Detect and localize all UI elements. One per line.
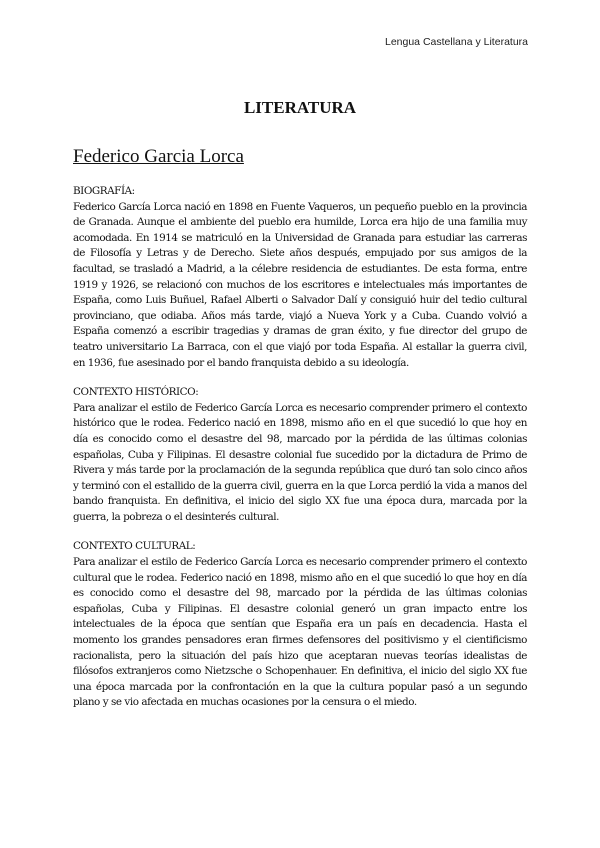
document-body [73, 184, 527, 725]
page-title: LITERATURA [243, 98, 357, 117]
author-heading: Federico Garcia Lorca [73, 146, 244, 167]
section-heading: CONTEXTO CULTURAL: [73, 540, 196, 553]
section-biografia [73, 184, 527, 371]
section-contexto-historico [73, 385, 527, 525]
section-heading: CONTEXTO HISTÓRICO: [73, 386, 199, 399]
section-heading: BIOGRAFÍA: [73, 185, 135, 197]
section-paragraph: Federico García Lorca nació en 1898 en Fuente Vaqueros, un pequeño pueblo en la provincia de Granada. Aunque el ambiente del pueblo era humilde, Lorca era hijo de una familia muy acomodada. En 1914 se matriculó en la Universidad de Granada para estudiar las carreras de Filosofía y Letras y de Derecho. Siete años después, empujado por sus amigos de la facultad, se trasladó a Madrid, a la célebre residencia de estudiantes. De esta forma, entre 1919 y 1926, se relacionó con muchos de los escritores e intelectuales más importantes de España, como Luis Buñuel, Rafael Alberti o Salvador Dalí y consiguió huir del tedio cultural provinciano, que odiaba. Años más tarde, viajó a Nueva York y a Cuba. Cuando volvió a España comenzó a escribir tragedias y dramas de gran éxito, y fue director del grupo de teatro universitario La Barraca, con el que viajó por toda España. Al estallar la guerra civil, en 1936, fue asesinado por el bando franquista debido a su ideología. [73, 200, 527, 369]
running-header: Lengua Castellana y Literatura [384, 36, 528, 48]
section-paragraph: Para analizar el estilo de Federico García Lorca es necesario comprender primero el contexto histórico que le rodea. Federico nació en 1898, mismo año en el que sucedió lo que hoy en día es conocido como el desastre del 98, marcado por la pérdida de las últimas colonias españolas, Cuba y Filipinas. El desastre colonial fue sucedido por la dictadura de Primo de Rivera y más tarde por la proclamación de la segunda república que duró tan solo cinco años y terminó con el estallido de la guerra civil, guerra en la que Lorca perdió la vida a manos del bando franquista. En definitiva, el inicio del siglo XX fue una época dura, marcada por la guerra, la pobreza o el desinterés cultural. [73, 401, 527, 523]
section-contexto-cultural [73, 539, 527, 711]
section-paragraph: Para analizar el estilo de Federico García Lorca es necesario comprender primero el contexto cultural que le rodea. Federico nació en 1898, mismo año en el que sucedió lo que hoy en día es conocido como el desastre del 98, marcado por la pérdida de las últimas colonias españolas, Cuba y Filipinas. El desastre colonial generó un gran impacto entre los intelectuales de la época que sentían que España era un país en decadencia. Hasta el momento los grandes pensadores eran firmes defensores del positivismo y el cientificismo racionalista, pero la situación del país hizo que aceptaran nuevas teorías idealistas de filósofos extranjeros como Nietzsche o Schopenhauer. En definitiva, el inicio del siglo XX fue una época marcada por la confrontación en la que la cultura popular pasó a un segundo plano y se vio afectada en muchas ocasiones por la censura o el miedo. [73, 556, 527, 709]
